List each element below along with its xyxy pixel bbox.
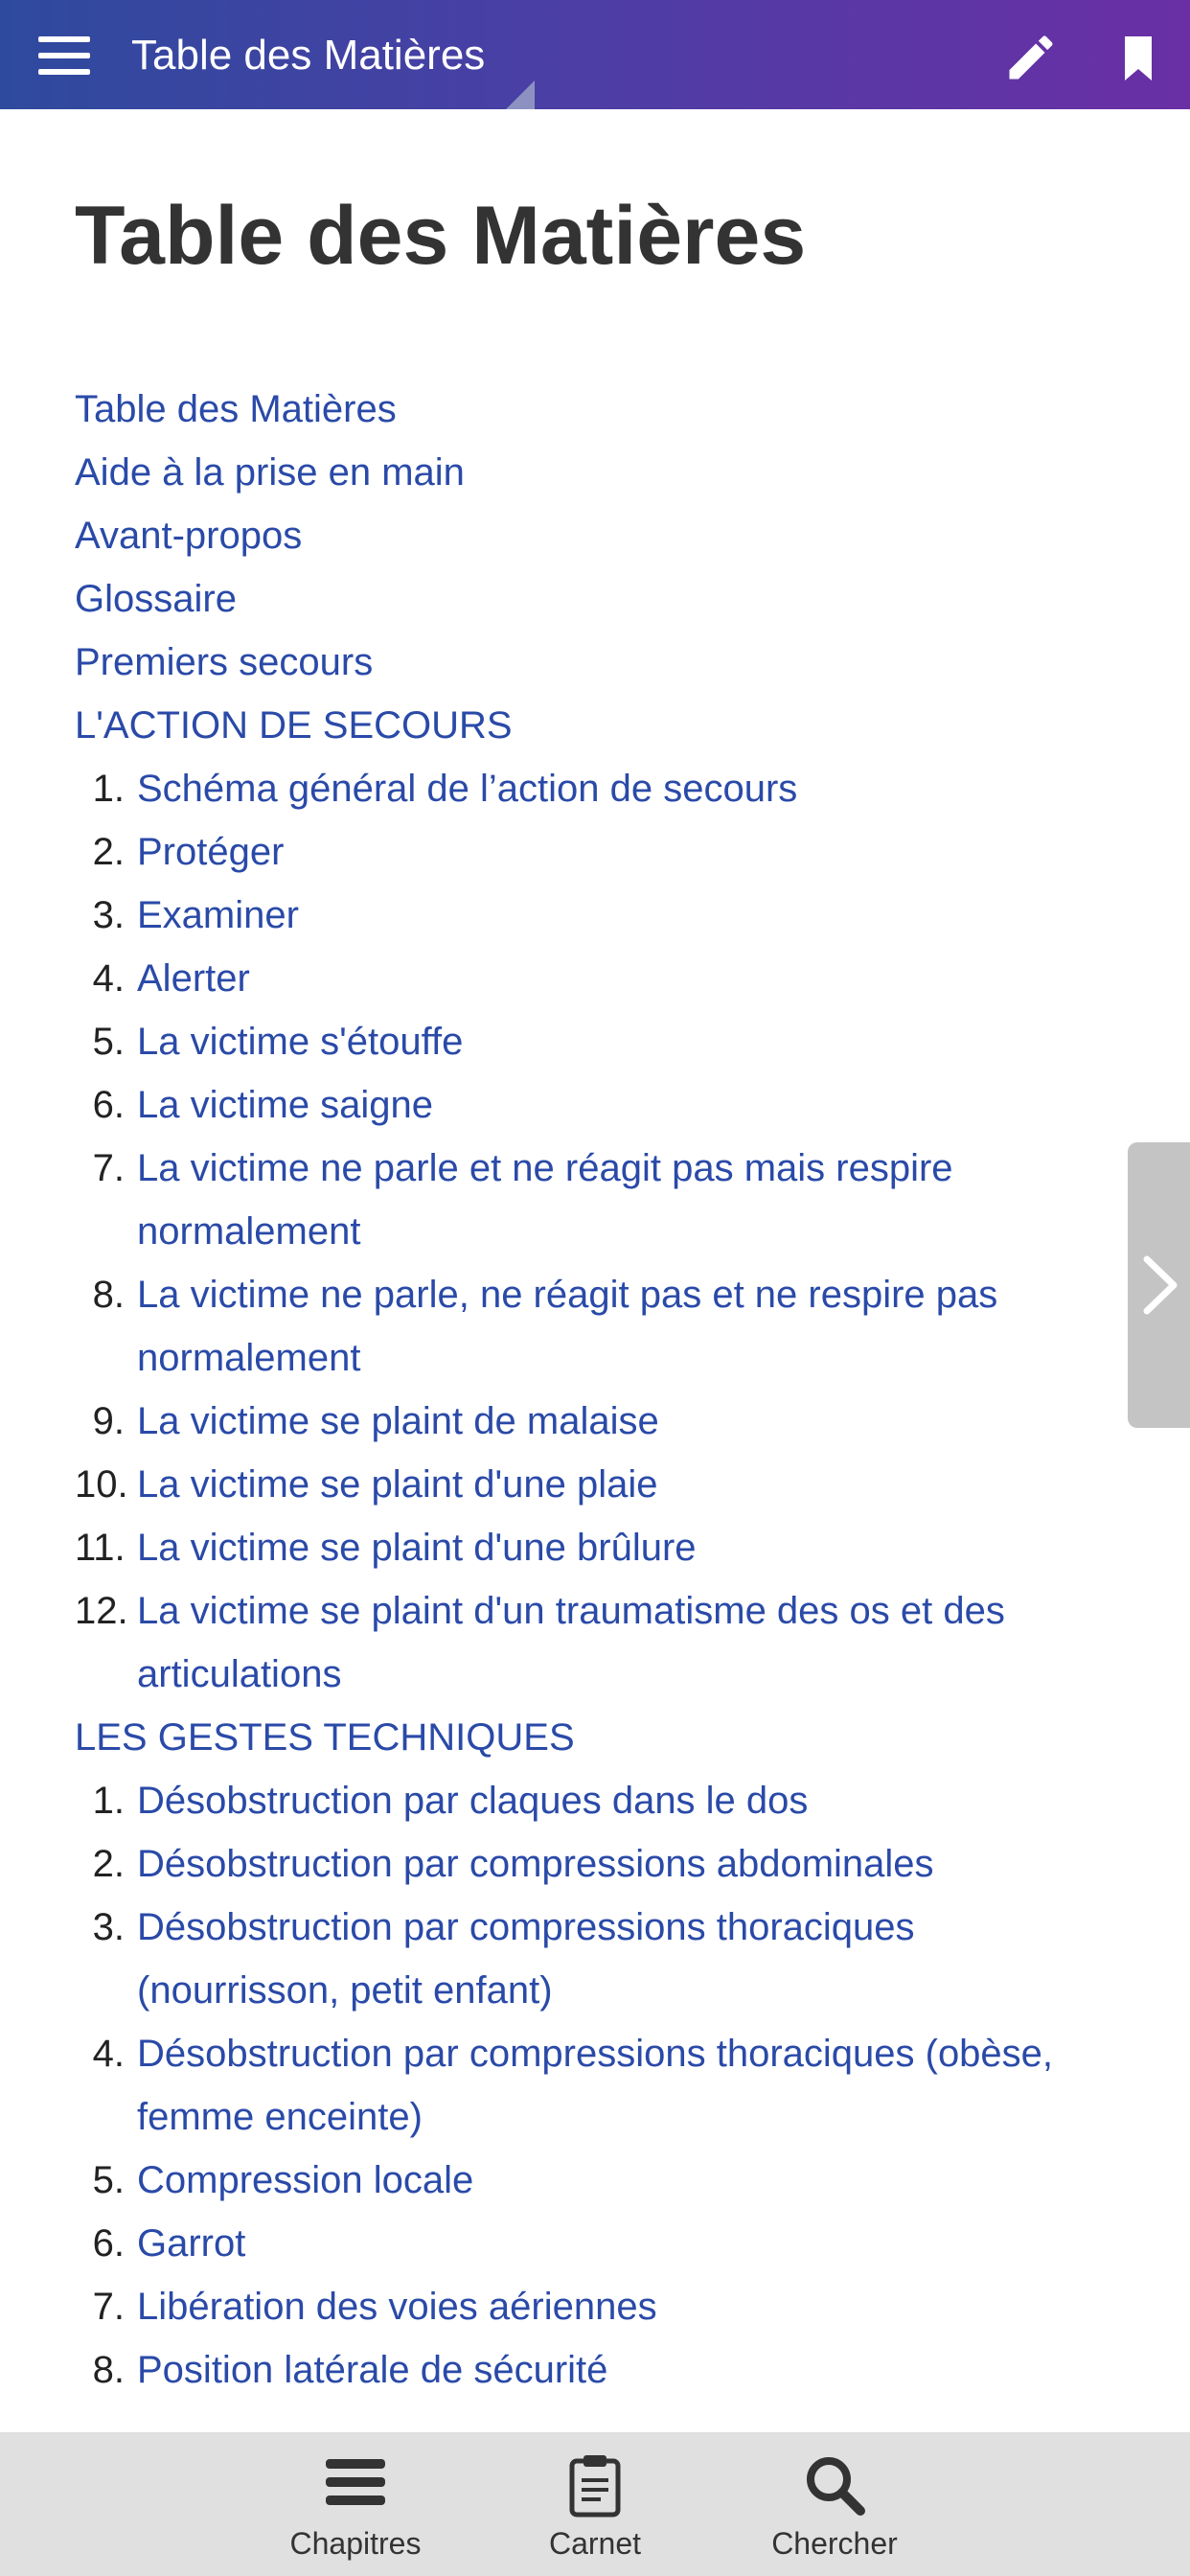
item-number: 3.	[92, 894, 125, 936]
list-item	[75, 820, 1110, 884]
bottom-nav-bar	[0, 2432, 1190, 2576]
hamburger-menu-icon[interactable]	[38, 36, 90, 75]
pencil-icon[interactable]	[1002, 29, 1060, 86]
item-number: 6.	[92, 2222, 125, 2265]
toc-item-link[interactable]: Compression locale	[137, 2159, 474, 2201]
item-number: 7.	[92, 1147, 125, 1189]
toc-item-link[interactable]: Position latérale de sécurité	[137, 2349, 608, 2391]
nav-chercher-button[interactable]	[739, 2432, 930, 2576]
list-item	[75, 1073, 1110, 1137]
table-of-contents	[75, 378, 1110, 2402]
clipboard-icon	[499, 2453, 691, 2520]
nav-chapitres-label: Chapitres	[289, 2526, 422, 2561]
corner-fold-decoration	[506, 80, 535, 109]
list-item	[75, 1579, 1110, 1706]
search-icon	[739, 2453, 930, 2520]
toc-item-link[interactable]: La victime ne parle, ne réagit pas et ne respire pas normalement	[137, 1274, 998, 1379]
list-item	[75, 2275, 1110, 2338]
toc-item-link[interactable]: Désobstruction par compressions abdominales	[137, 1843, 934, 1885]
toc-item-link[interactable]: Garrot	[137, 2222, 246, 2265]
toc-list-action-de-secours	[75, 757, 1110, 1706]
list-item	[75, 947, 1110, 1010]
toc-item-link[interactable]: Désobstruction par claques dans le dos	[137, 1780, 809, 1822]
item-number: 8.	[92, 2349, 125, 2391]
next-page-button[interactable]	[1128, 1142, 1190, 1428]
list-item	[75, 1769, 1110, 1832]
toc-item-link[interactable]: Alerter	[137, 957, 250, 1000]
list-item	[75, 1516, 1110, 1579]
item-number: 8.	[92, 1274, 125, 1316]
toc-item-link[interactable]: La victime se plaint d'une brûlure	[137, 1527, 697, 1569]
item-number: 11.	[75, 1527, 126, 1569]
nav-chercher-label: Chercher	[771, 2526, 898, 2561]
list-item	[75, 2212, 1110, 2275]
nav-carnet-button[interactable]	[499, 2432, 691, 2576]
list-item	[75, 757, 1110, 820]
list-item	[75, 1010, 1110, 1073]
toc-item-link[interactable]: La victime ne parle et ne réagit pas mais respire normalement	[137, 1147, 953, 1253]
list-item	[75, 1137, 1110, 1263]
list-item	[75, 884, 1110, 947]
item-number: 10.	[75, 1463, 128, 1506]
list-item	[75, 1896, 1110, 2022]
item-number: 4.	[92, 957, 125, 1000]
toc-item-link[interactable]: Protéger	[137, 831, 285, 873]
toc-item-link[interactable]: Schéma général de l’action de secours	[137, 768, 798, 810]
toc-link-premiers-secours[interactable]: Premiers secours	[75, 641, 374, 683]
item-number: 5.	[92, 2159, 125, 2201]
list-item	[75, 1390, 1110, 1453]
item-number: 12.	[75, 1590, 128, 1632]
page-title: Table des Matières	[75, 190, 807, 282]
item-number: 6.	[92, 1084, 125, 1126]
toc-item-link[interactable]: La victime s'étouffe	[137, 1021, 464, 1063]
nav-carnet-label: Carnet	[548, 2526, 642, 2561]
chevron-right-icon	[1137, 1255, 1181, 1315]
toc-link-glossaire[interactable]: Glossaire	[75, 578, 237, 620]
toc-item-link[interactable]: Désobstruction par compressions thoraciques (obèse, femme enceinte)	[137, 2033, 1054, 2138]
toc-item-link[interactable]: Libération des voies aériennes	[137, 2286, 657, 2328]
list-item	[75, 1263, 1110, 1390]
list-item	[75, 1832, 1110, 1896]
toc-link-aide[interactable]: Aide à la prise en main	[75, 451, 465, 494]
toc-item-link[interactable]: La victime saigne	[137, 1084, 434, 1126]
toc-item-link[interactable]: La victime se plaint d'une plaie	[137, 1463, 658, 1506]
item-number: 4.	[92, 2033, 125, 2075]
app-bar-title: Table des Matières	[131, 32, 486, 79]
toc-item-link[interactable]: Désobstruction par compressions thoraciques (nourrisson, petit enfant)	[137, 1906, 915, 2012]
list-item	[75, 2338, 1110, 2402]
toc-item-link[interactable]: La victime se plaint de malaise	[137, 1400, 659, 1442]
toc-link-avant-propos[interactable]: Avant-propos	[75, 515, 303, 557]
item-number: 3.	[92, 1906, 125, 1948]
toc-link-table-des-matieres[interactable]: Table des Matières	[75, 388, 397, 430]
main-content	[75, 109, 1110, 2402]
toc-item-link[interactable]: La victime se plaint d'un traumatisme des os et des articulations	[137, 1590, 1005, 1695]
item-number: 5.	[92, 1021, 125, 1063]
nav-chapitres-button[interactable]	[260, 2432, 451, 2576]
toc-section-action-de-secours[interactable]: L'ACTION DE SECOURS	[75, 704, 513, 747]
list-item	[75, 2022, 1110, 2149]
item-number: 9.	[92, 1400, 125, 1442]
bars-icon	[260, 2453, 451, 2520]
item-number: 7.	[92, 2286, 125, 2328]
list-item	[75, 2149, 1110, 2212]
item-number: 2.	[92, 1843, 125, 1885]
bookmark-icon[interactable]	[1119, 33, 1157, 86]
item-number: 2.	[92, 831, 125, 873]
toc-item-link[interactable]: Examiner	[137, 894, 299, 936]
item-number: 1.	[92, 1780, 125, 1822]
list-item	[75, 1453, 1110, 1516]
toc-list-gestes-techniques	[75, 1769, 1110, 2402]
item-number: 1.	[92, 768, 125, 810]
toc-section-gestes-techniques[interactable]: LES GESTES TECHNIQUES	[75, 1716, 575, 1759]
app-bar	[0, 0, 1190, 109]
